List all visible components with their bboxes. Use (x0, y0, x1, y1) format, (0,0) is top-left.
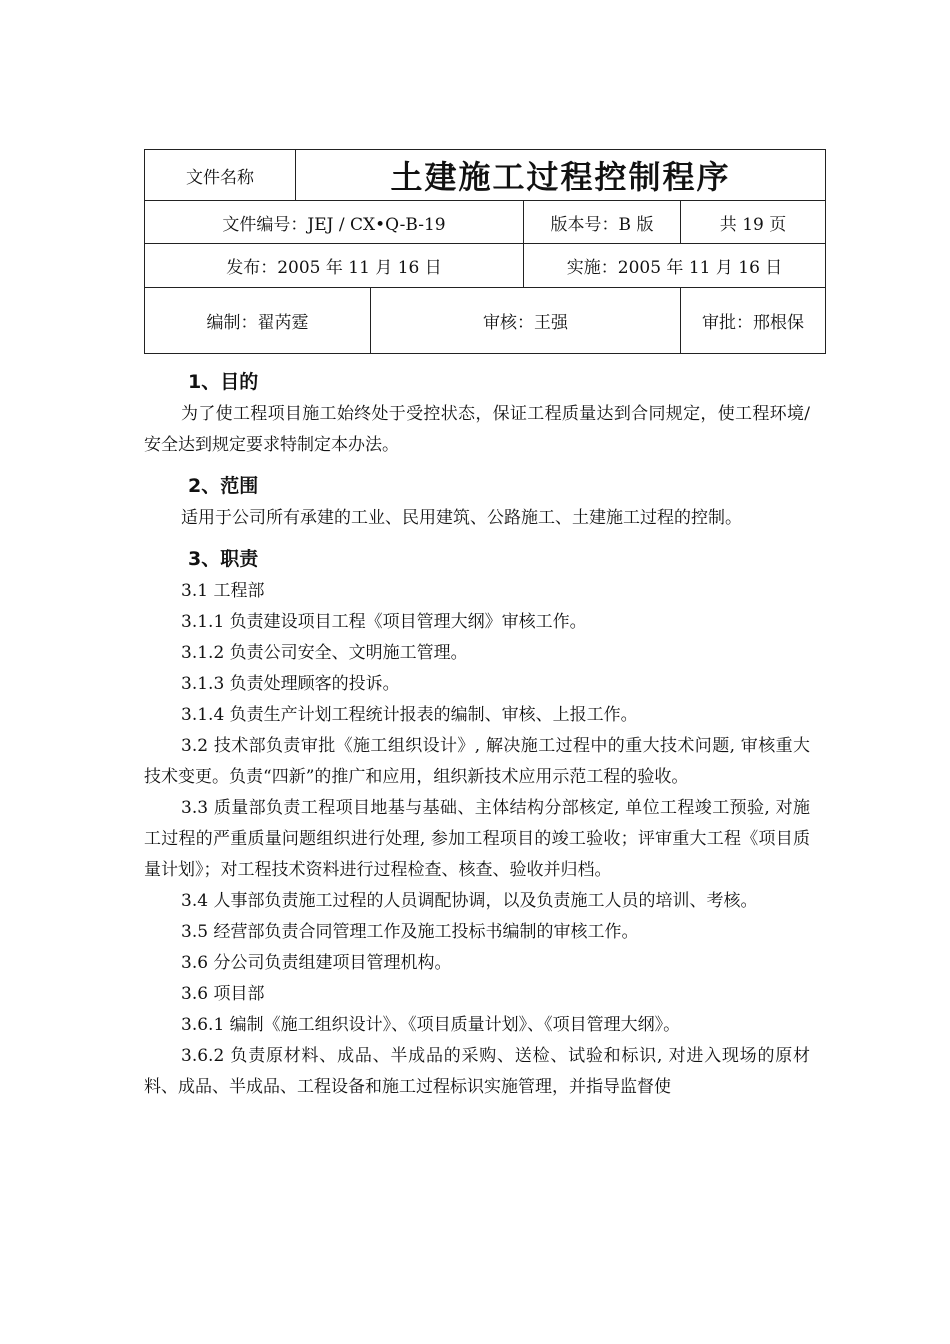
section-heading-responsibilities: 3、职责 (188, 548, 259, 570)
effective-date: 实施：2005 年 11 月 16 日 (524, 244, 826, 288)
document-title: 土建施工过程控制程序 (296, 150, 826, 201)
issue-date: 发布：2005 年 11 月 16 日 (145, 244, 524, 288)
responsibility-item: 3.2 技术部负责审批《施工组织设计》, 解决施工过程中的重大技术问题, 审核重大技术变更。负责“四新”的推广和应用，组织新技术应用示范工程的验收。 (144, 736, 810, 787)
responsibility-item: 3.5 经营部负责合同管理工作及施工投标书编制的审核工作。 (181, 922, 639, 942)
page-count: 共 19 页 (681, 201, 826, 244)
file-name-label: 文件名称 (145, 150, 296, 201)
purpose-paragraph: 为了使工程项目施工始终处于受控状态，保证工程质量达到合同规定，使工程环境/安全达到规定要求特制定本办法。 (144, 404, 810, 455)
responsibility-item: 3.1 工程部 (181, 581, 265, 601)
scope-paragraph: 适用于公司所有承建的工业、民用建筑、公路施工、土建施工过程的控制。 (181, 508, 742, 528)
section-heading-purpose: 1、目的 (188, 371, 259, 393)
responsibility-item: 3.6 项目部 (181, 984, 265, 1004)
responsibility-item: 3.1.3 负责处理顾客的投诉。 (181, 674, 400, 694)
responsibility-item: 3.6.1 编制《施工组织设计》、《项目质量计划》、《项目管理大纲》。 (181, 1015, 681, 1035)
document-body (144, 365, 810, 1103)
responsibility-item: 3.4 人事部负责施工过程的人员调配协调，以及负责施工人员的培训、考核。 (181, 891, 758, 911)
responsibility-item: 3.6.2 负责原材料、成品、半成品的采购、送检、试验和标识, 对进入现场的原材料、成品、半成品、工程设备和施工过程标识实施管理，并指导监督使 (144, 1046, 810, 1097)
responsibility-item: 3.1.1 负责建设项目工程《项目管理大纲》审核工作。 (181, 612, 587, 632)
approver: 审批：邢根保 (681, 288, 826, 354)
responsibility-item: 3.3 质量部负责工程项目地基与基础、主体结构分部核定, 单位工程竣工预验, 对施工过程的严重质量问题组织进行处理, 参加工程项目的竣工验收；评审重大工程《项目质量计划》；对工程技术资料进行过程检查、核查、验收并归档。 (144, 798, 810, 880)
reviewer: 审核：王强 (371, 288, 681, 354)
responsibility-item: 3.1.2 负责公司安全、文明施工管理。 (181, 643, 468, 663)
responsibility-item: 3.6 分公司负责组建项目管理机构。 (181, 953, 452, 973)
responsibility-item: 3.1.4 负责生产计划工程统计报表的编制、审核、上报工作。 (181, 705, 638, 725)
compiler: 编制：翟芮霆 (145, 288, 371, 354)
document-number: 文件编号：JEJ / CX•Q-B-19 (145, 201, 524, 244)
section-heading-scope: 2、范围 (188, 475, 259, 497)
version-number: 版本号：B 版 (524, 201, 681, 244)
document-header-table (144, 149, 826, 354)
